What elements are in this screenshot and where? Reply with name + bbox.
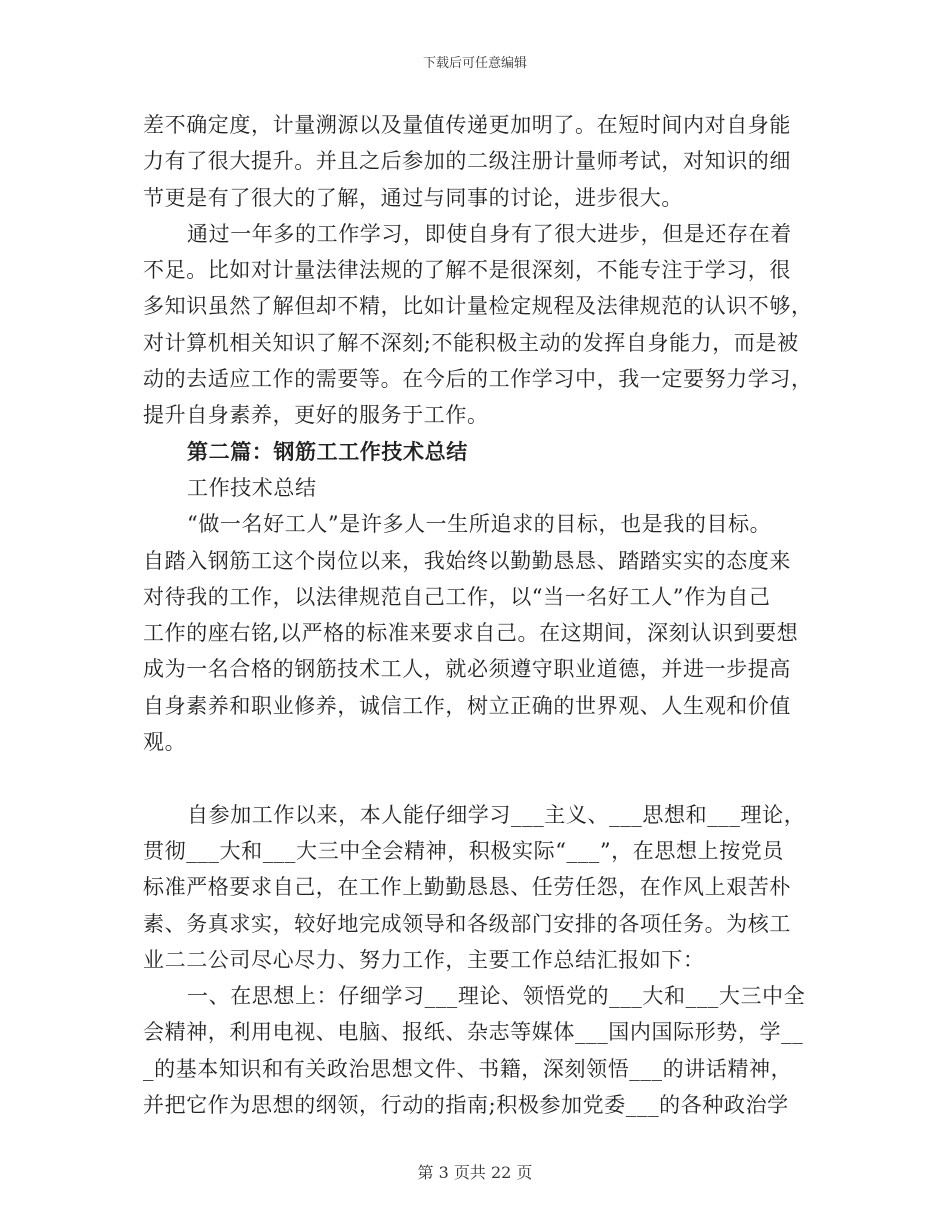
text-line: 成为一名合格的钢筋技术工人，就必须遵守职业道德，并进一步提高 [143,657,791,682]
text-line: 标准严格要求自己，在工作上勤勤恳恳、任劳任怨，在作风上艰苦朴 [143,875,791,900]
text-line: 自踏入钢筋工这个岗位以来，我始终以勤勤恳恳、踏踏实实的态度来 [143,548,791,573]
text-line: 业二二公司尽心尽力、努力工作，主要工作总结汇报如下： [143,947,705,972]
text-line: 力有了很大提升。并且之后参加的二级注册计量师考试，对知识的细 [143,149,791,174]
document-body [143,107,813,1123]
text-line: 节更是有了很大的了解，通过与同事的讨论，进步很大。 [143,185,683,210]
text-line: 并把它作为思想的纲领，行动的指南;积极参加党委___的各种政治学 [143,1093,789,1118]
text-line: 多知识虽然了解但却不精，比如计量检定规程及法律规范的认识不够， [143,294,813,319]
text-line: 一、在思想上：仔细学习___理论、领悟党的___大和___大三中全 [187,984,806,1009]
text-line: 会精神，利用电视、电脑、报纸、杂志等媒体___国内国际形势，学__ [143,1020,804,1045]
text-line [143,760,808,796]
text-line: 自身素养和职业修养，诚信工作，树立正确的世界观、人生观和价值 [143,693,791,718]
text-line: 不足。比如对计量法律法规的了解不是很深刻，不能专注于学习，很 [143,258,791,283]
text-line: 贯彻___大和___大三中全会精神，积极实际“___”，在思想上按党员 [143,838,784,863]
text-line: 提升自身素养，更好的服务于工作。 [143,403,489,428]
page-header: 下载后可任意编辑 [422,56,527,71]
text-line: 自参加工作以来，本人能仔细学习___主义、___思想和___理论， [187,802,806,827]
text-line: 素、务真求实，较好地完成领导和各级部门安排的各项任务。为核工 [143,911,791,936]
text-line: 对计算机相关知识了解不深刻;不能积极主动的发挥自身能力，而是被 [143,330,799,355]
text-line: 观。 [143,730,187,755]
text-line: “做一名好工人”是许多人一生所追求的目标，也是我的目标。 [187,512,772,537]
text-line: 动的去适应工作的需要等。在今后的工作学习中，我一定要努力学习， [143,367,813,392]
text-line: 通过一年多的工作学习，即使自身有了很大进步，但是还存在着 [187,221,792,246]
text-line: _的基本知识和有关政治思想文件、书籍，深刻领悟___的讲话精神， [143,1056,793,1081]
text-line: 对待我的工作，以法律规范自己工作，以“当一名好工人”作为自己 [143,584,771,609]
section-heading: 第二篇：钢筋工工作技术总结 [187,438,468,464]
text-line: 差不确定度，计量溯源以及量值传递更加明了。在短时间内对自身能 [143,113,791,137]
text-line: 工作技术总结 [187,475,317,500]
text-line: 工作的座右铭,以严格的标准来要求自己。在这期间，深刻认识到要想 [143,621,799,646]
page-footer: 第 3 页共 22 页 [417,1163,533,1182]
